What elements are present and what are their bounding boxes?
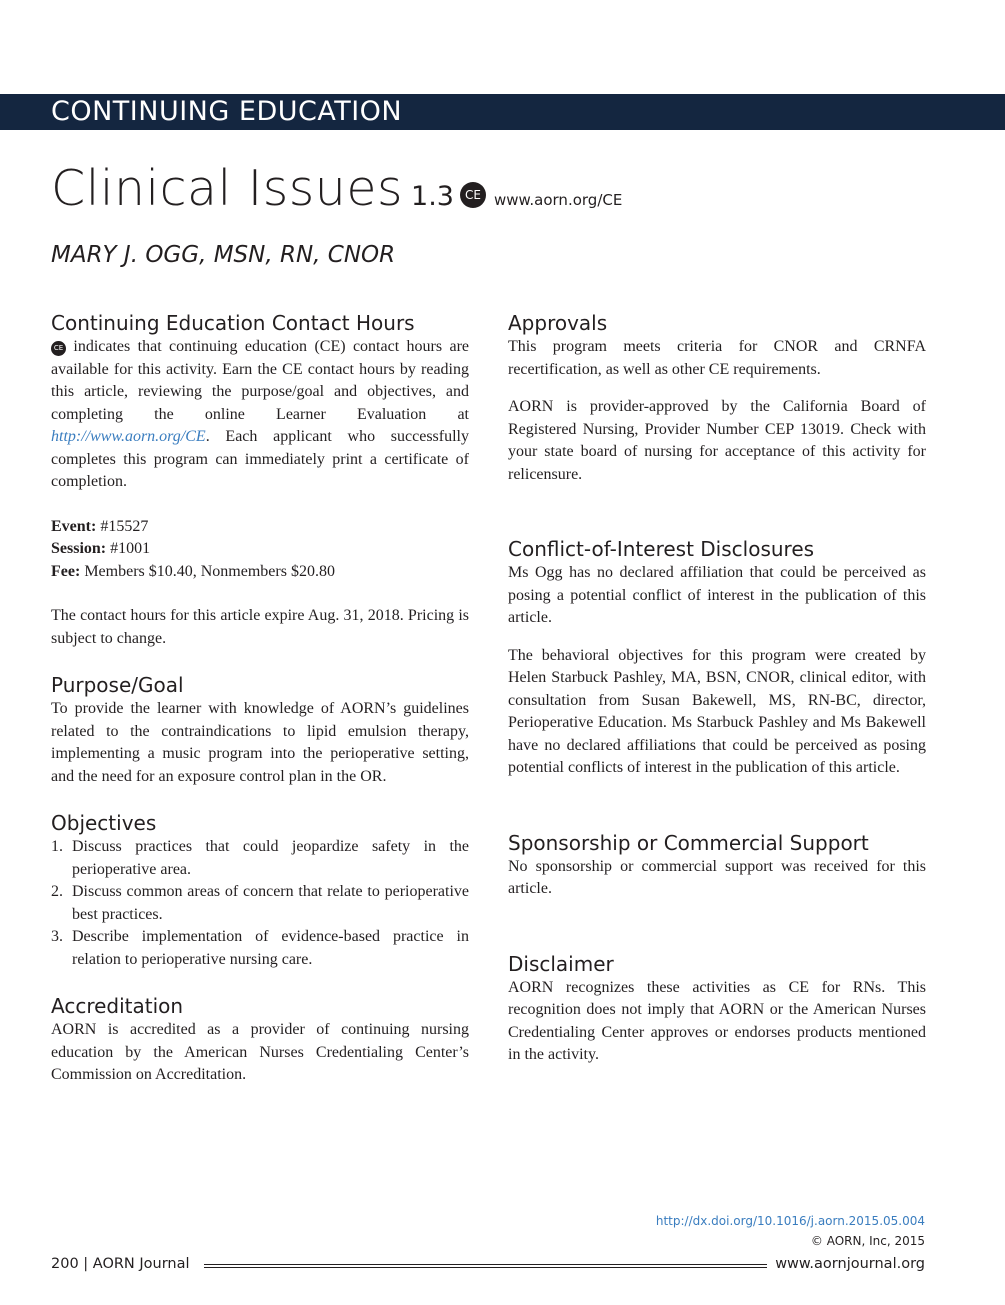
objectives-heading: Objectives: [51, 811, 157, 835]
article-title-row: [51, 160, 622, 217]
article-title: Clinical Issues: [51, 160, 404, 217]
journal-website[interactable]: www.aornjournal.org: [775, 1256, 925, 1272]
event-line: Event: #15527: [51, 517, 149, 535]
list-item: 1. Discuss practices that could jeopardize safety in the perioperative area.: [51, 838, 469, 878]
approvals-heading: Approvals: [508, 311, 608, 335]
conflict-heading: Conflict-of-Interest Disclosures: [508, 537, 815, 561]
page-footer: [51, 1256, 925, 1274]
section-banner: [0, 94, 1005, 130]
footer-rule: [204, 1264, 767, 1268]
objectives-list: [51, 836, 469, 971]
right-column: [508, 310, 926, 1067]
contact-hours-value: 1.3: [411, 181, 454, 212]
list-item: 3. Describe implementation of evidence-based practice in relation to perioperative nursing care.: [51, 928, 469, 968]
disclaimer-text: AORN recognizes these activities as CE for RNs. This recognition does not imply that AORN or the American Nurses Credentialing Center approves or endorses products mentioned in the activity.: [508, 978, 926, 1063]
disclaimer-heading: Disclaimer: [508, 951, 614, 976]
sponsorship-heading: Sponsorship or Commercial Support: [508, 830, 869, 855]
purpose-text: To provide the learner with knowledge of AORN’s guidelines related to the contraindications to lipid emulsion therapy, implementing a music program into the perioperative setting, and the need for an exposure control plan in the OR.: [51, 700, 469, 785]
ce-badge-icon: CE: [460, 182, 486, 208]
author-credentials: MSN, RN, CNOR: [213, 242, 396, 268]
contact-hours-heading: Continuing Education Contact Hours: [51, 311, 415, 335]
session-line: Session: #1001: [51, 540, 151, 557]
copyright: © AORN, Inc, 2015: [810, 1234, 925, 1248]
approvals-text-1: This program meets criteria for CNOR and CRNFA recertification, as well as other CE requirements.: [508, 338, 926, 378]
contact-hours-text: CE indicates that continuing education (CE) contact hours are available for this activity. Earn the CE contact hours by reading this article, reviewing the purpose/goal and objectives, and completing the online Learner Evaluation at http://www.aorn.org/CE. Each applicant who successfully completes this program can immediately print a certificate of completion.: [51, 338, 469, 490]
ce-badge-small-icon: CE: [51, 341, 66, 356]
sponsorship-text: No sponsorship or commercial support was received for this article.: [508, 857, 926, 897]
conflict-text-1: Ms Ogg has no declared affiliation that could be perceived as posing a potential conflict of interest in the publication of this article.: [508, 564, 926, 626]
author-line: [51, 242, 395, 268]
left-column: [51, 310, 469, 1087]
author-name: MARY J. OGG,: [51, 242, 207, 268]
approvals-text-2: AORN is provider-approved by the California Board of Registered Nursing, Provider Number CEP 13019. Check with your state board of nursing for acceptance of this activity for relicensure.: [508, 398, 926, 483]
accreditation-heading: Accreditation: [51, 994, 184, 1018]
conflict-text-2: The behavioral objectives for this program were created by Helen Starbuck Pashley, MA, BSN, CNOR, clinical editor, with consultation from Susan Bakewell, MS, RN-BC, director, Perioperative Education. Ms Starbuck Pashley and Ms Bakewell have no declared affiliations that could be perceived as posing potential conflicts of interest in the publication of this article.: [508, 646, 926, 776]
doi-link[interactable]: http://dx.doi.org/10.1016/j.aorn.2015.05.004: [655, 1214, 925, 1228]
ce-url[interactable]: www.aorn.org/CE: [493, 191, 623, 209]
ce-link[interactable]: http://www.aorn.org/CE: [51, 428, 206, 445]
banner-title: CONTINUING EDUCATION: [51, 96, 403, 127]
list-item: 2. Discuss common areas of concern that relate to perioperative best practices.: [51, 883, 469, 923]
accreditation-text: AORN is accredited as a provider of continuing nursing education by the American Nurses Credentialing Center’s Commission on Accreditation.: [51, 1021, 469, 1083]
page-number-journal: 200 | AORN Journal: [51, 1256, 190, 1272]
expiry-text: The contact hours for this article expire Aug. 31, 2018. Pricing is subject to change.: [51, 607, 469, 647]
fee-line: Fee: Members $10.40, Nonmembers $20.80: [51, 562, 335, 580]
purpose-heading: Purpose/Goal: [51, 673, 184, 697]
